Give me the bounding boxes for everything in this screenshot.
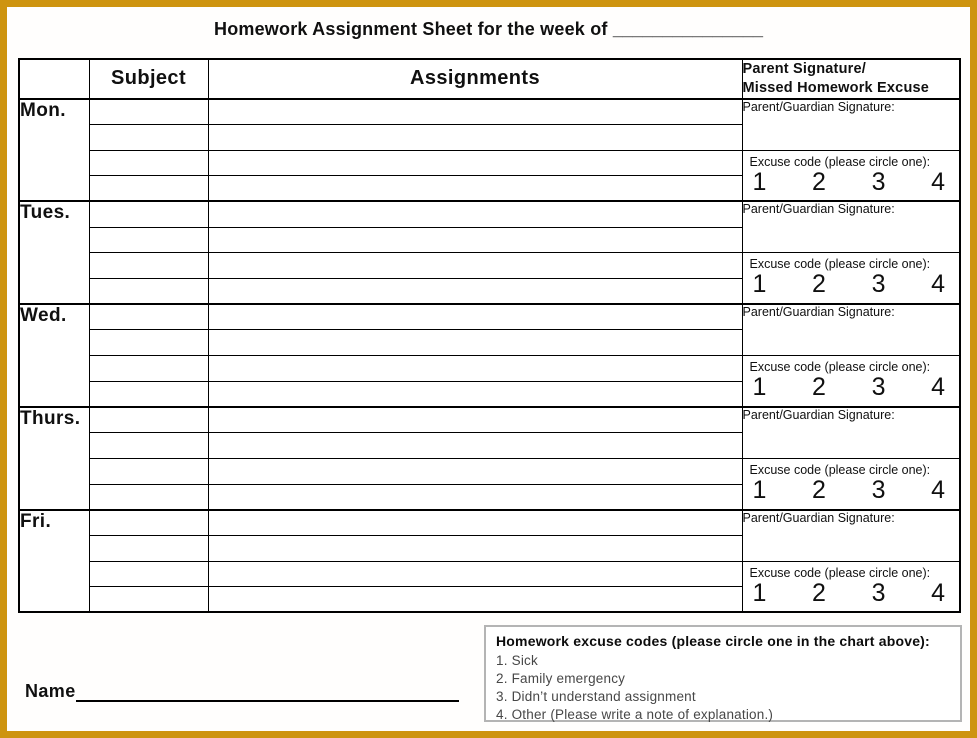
excuse-code-3[interactable]: 3 <box>871 373 886 402</box>
excuse-code-3[interactable]: 3 <box>871 475 886 504</box>
subject-cell[interactable] <box>89 356 208 382</box>
excuse-code-3[interactable]: 3 <box>871 167 886 196</box>
subject-cell[interactable] <box>89 99 208 125</box>
subject-cell[interactable] <box>89 253 208 279</box>
header-day-blank <box>19 59 89 99</box>
assignment-cell[interactable] <box>208 484 742 510</box>
subject-cell[interactable] <box>89 433 208 459</box>
list-item: 1. Sick <box>496 653 538 668</box>
subject-cell[interactable] <box>89 510 208 536</box>
excuse-cell <box>742 458 960 509</box>
excuse-cell <box>742 561 960 612</box>
excuse-code-options <box>743 580 960 607</box>
assignment-cell[interactable] <box>208 176 742 202</box>
excuse-code-4[interactable]: 4 <box>931 373 945 402</box>
table-row <box>19 150 960 176</box>
subject-cell[interactable] <box>89 381 208 407</box>
excuse-code-2[interactable]: 2 <box>812 578 826 607</box>
excuse-code-options <box>743 374 960 401</box>
excuse-code-3[interactable]: 3 <box>871 578 886 607</box>
assignment-cell[interactable] <box>208 381 742 407</box>
excuse-codes-legend <box>484 625 962 722</box>
header-parent-line1: Parent Signature/ <box>742 61 866 77</box>
assignment-cell[interactable] <box>208 227 742 253</box>
subject-cell[interactable] <box>89 535 208 561</box>
subject-cell[interactable] <box>89 150 208 176</box>
table-row <box>19 458 960 484</box>
header-assignments: Assignments <box>208 59 742 99</box>
excuse-code-options <box>743 271 960 298</box>
assignment-cell[interactable] <box>208 279 742 305</box>
day-label-wed: Wed. <box>19 304 89 407</box>
day-label-thurs: Thurs. <box>19 407 89 510</box>
week-of-blank-field[interactable]: _______________ <box>612 19 763 39</box>
signature-cell[interactable]: Parent/Guardian Signature: <box>742 99 960 150</box>
assignment-cell[interactable] <box>208 201 742 227</box>
signature-cell[interactable]: Parent/Guardian Signature: <box>742 201 960 252</box>
excuse-code-label: Excuse code (please circle one): <box>749 154 931 169</box>
assignment-cell[interactable] <box>208 407 742 433</box>
name-label: Name <box>25 681 76 701</box>
header-subject: Subject <box>89 59 208 99</box>
excuse-cell <box>742 253 960 304</box>
assignment-cell[interactable] <box>208 561 742 587</box>
page-title <box>7 19 970 40</box>
subject-cell[interactable] <box>89 587 208 613</box>
excuse-code-4[interactable]: 4 <box>931 475 945 504</box>
signature-cell[interactable]: Parent/Guardian Signature: <box>742 304 960 355</box>
excuse-code-4[interactable]: 4 <box>931 167 945 196</box>
subject-cell[interactable] <box>89 304 208 330</box>
signature-cell[interactable]: Parent/Guardian Signature: <box>742 510 960 561</box>
excuse-codes-list <box>496 652 950 724</box>
subject-cell[interactable] <box>89 201 208 227</box>
header-parent-signature <box>742 59 960 99</box>
excuse-code-1[interactable]: 1 <box>752 270 767 299</box>
subject-cell[interactable] <box>89 227 208 253</box>
subject-cell[interactable] <box>89 330 208 356</box>
excuse-codes-legend-title: Homework excuse codes (please circle one in the chart above): <box>496 633 930 649</box>
table-row <box>19 99 960 125</box>
excuse-cell <box>742 356 960 407</box>
list-item: 4. Other (Please write a note of explanation.) <box>496 706 774 722</box>
excuse-code-label: Excuse code (please circle one): <box>749 257 931 272</box>
excuse-code-label: Excuse code (please circle one): <box>749 462 931 477</box>
excuse-code-options <box>743 477 960 504</box>
table-row <box>19 510 960 536</box>
excuse-code-label: Excuse code (please circle one): <box>749 565 931 580</box>
assignment-cell[interactable] <box>208 535 742 561</box>
assignment-cell[interactable] <box>208 304 742 330</box>
signature-cell[interactable]: Parent/Guardian Signature: <box>742 407 960 458</box>
excuse-code-4[interactable]: 4 <box>931 270 945 299</box>
excuse-code-label: Excuse code (please circle one): <box>749 360 931 375</box>
assignment-cell[interactable] <box>208 356 742 382</box>
excuse-code-3[interactable]: 3 <box>871 270 886 299</box>
assignment-cell[interactable] <box>208 458 742 484</box>
excuse-code-1[interactable]: 1 <box>752 475 767 504</box>
subject-cell[interactable] <box>89 176 208 202</box>
subject-cell[interactable] <box>89 458 208 484</box>
assignment-cell[interactable] <box>208 510 742 536</box>
day-label-fri: Fri. <box>19 510 89 613</box>
assignment-cell[interactable] <box>208 433 742 459</box>
assignment-cell[interactable] <box>208 99 742 125</box>
header-parent-line2: Missed Homework Excuse <box>742 79 930 96</box>
name-field-row <box>25 679 459 702</box>
day-label-mon: Mon. <box>19 99 89 202</box>
list-item: 3. Didn’t understand assignment <box>496 688 696 704</box>
assignment-cell[interactable] <box>208 124 742 150</box>
excuse-code-1[interactable]: 1 <box>752 167 767 196</box>
subject-cell[interactable] <box>89 124 208 150</box>
table-row <box>19 253 960 279</box>
subject-cell[interactable] <box>89 561 208 587</box>
assignment-cell[interactable] <box>208 330 742 356</box>
assignment-cell[interactable] <box>208 253 742 279</box>
homework-table <box>18 58 961 613</box>
table-row <box>19 201 960 227</box>
page-title-text: Homework Assignment Sheet for the week of <box>214 19 608 39</box>
table-row <box>19 407 960 433</box>
list-item: 2. Family emergency <box>496 670 626 686</box>
excuse-code-2[interactable]: 2 <box>812 167 826 196</box>
name-input-line[interactable] <box>76 679 459 702</box>
excuse-code-2[interactable]: 2 <box>812 475 826 504</box>
subject-cell[interactable] <box>89 279 208 305</box>
excuse-code-2[interactable]: 2 <box>812 373 826 402</box>
subject-cell[interactable] <box>89 407 208 433</box>
subject-cell[interactable] <box>89 484 208 510</box>
excuse-code-options <box>743 169 960 196</box>
day-label-tues: Tues. <box>19 201 89 304</box>
table-row <box>19 561 960 587</box>
table-row <box>19 356 960 382</box>
excuse-cell <box>742 150 960 201</box>
excuse-code-2[interactable]: 2 <box>812 270 826 299</box>
excuse-code-1[interactable]: 1 <box>752 578 767 607</box>
assignment-cell[interactable] <box>208 150 742 176</box>
table-header-row <box>19 59 960 99</box>
table-row <box>19 304 960 330</box>
excuse-code-4[interactable]: 4 <box>931 578 945 607</box>
assignment-cell[interactable] <box>208 587 742 613</box>
excuse-code-1[interactable]: 1 <box>752 373 767 402</box>
